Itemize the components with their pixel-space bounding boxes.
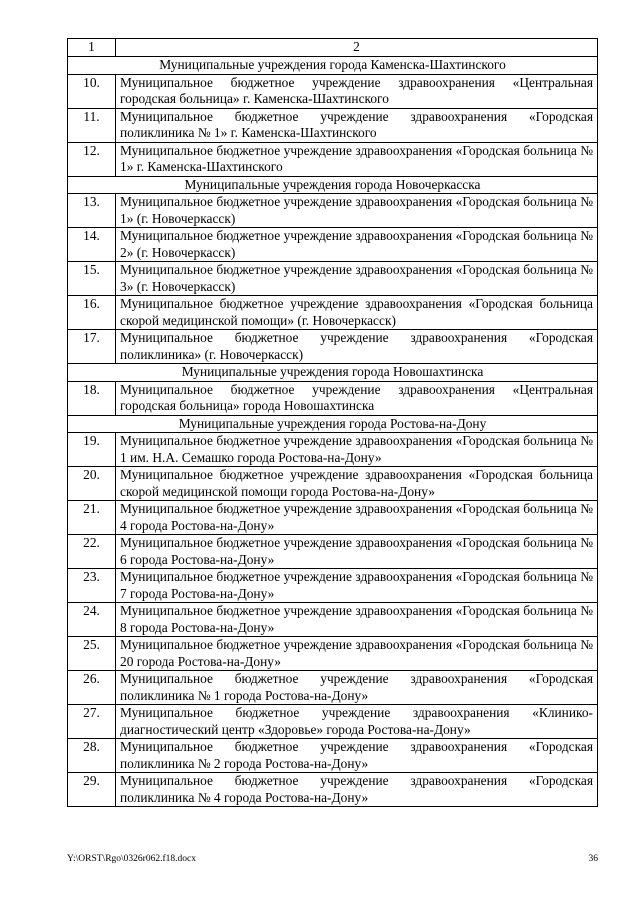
table-row bbox=[68, 739, 598, 773]
row-number: 18. bbox=[68, 381, 116, 415]
footer-page-number: 36 bbox=[588, 854, 598, 864]
table-row bbox=[68, 705, 598, 739]
row-number: 19. bbox=[68, 433, 116, 467]
table-body bbox=[68, 39, 598, 807]
institution-name: Муниципальное бюджетное учреждение здравоохранения «Центральная городская больница» города Новошахтинска bbox=[116, 381, 598, 415]
row-number: 29. bbox=[68, 773, 116, 807]
row-number: 28. bbox=[68, 739, 116, 773]
institution-name: Муниципальное бюджетное учреждение здравоохранения «Городская больница № 3» (г. Новочеркасск) bbox=[116, 262, 598, 296]
institution-name: Муниципальное бюджетное учреждение здравоохранения «Городская больница № 8 города Ростова-на-Дону» bbox=[116, 603, 598, 637]
header-col-2: 2 bbox=[116, 39, 598, 57]
section-title: Муниципальные учреждения города Новочеркасска bbox=[68, 176, 598, 194]
table-row bbox=[68, 330, 598, 364]
header-col-1: 1 bbox=[68, 39, 116, 57]
table-row bbox=[68, 262, 598, 296]
section-header-row bbox=[68, 176, 598, 194]
row-number: 21. bbox=[68, 501, 116, 535]
row-number: 20. bbox=[68, 467, 116, 501]
institution-name: Муниципальное бюджетное учреждение здравоохранения «Городская больница № 1 им. Н.А. Семашко города Ростова-на-Дону» bbox=[116, 433, 598, 467]
institution-name: Муниципальное бюджетное учреждение здравоохранения «Городская больница № 1» (г. Новочеркасск) bbox=[116, 194, 598, 228]
section-header-row bbox=[68, 57, 598, 75]
table-row bbox=[68, 74, 598, 108]
institutions-table bbox=[67, 38, 598, 807]
row-number: 17. bbox=[68, 330, 116, 364]
table-row bbox=[68, 142, 598, 176]
institution-name: Муниципальное бюджетное учреждение здравоохранения «Городская больница скорой медицинской помощи города Ростова-на-Дону» bbox=[116, 467, 598, 501]
institution-name: Муниципальное бюджетное учреждение здравоохранения «Городская больница № 20 города Ростова-на-Дону» bbox=[116, 637, 598, 671]
table-row bbox=[68, 569, 598, 603]
section-header-row bbox=[68, 415, 598, 433]
section-title: Муниципальные учреждения города Каменска-Шахтинского bbox=[68, 57, 598, 75]
footer-file-path: Y:\ORST\Rgo\0326r062.f18.docx bbox=[67, 854, 196, 864]
institution-name: Муниципальное бюджетное учреждение здравоохранения «Городская поликлиника № 1» г. Каменска-Шахтинского bbox=[116, 108, 598, 142]
table-row bbox=[68, 773, 598, 807]
institution-name: Муниципальное бюджетное учреждение здравоохранения «Городская поликлиника» (г. Новочеркасск) bbox=[116, 330, 598, 364]
section-header-row bbox=[68, 364, 598, 382]
row-number: 13. bbox=[68, 194, 116, 228]
institution-name: Муниципальное бюджетное учреждение здравоохранения «Городская больница № 4 города Ростова-на-Дону» bbox=[116, 501, 598, 535]
institution-name: Муниципальное бюджетное учреждение здравоохранения «Городская больница скорой медицинской помощи» (г. Новочеркасск) bbox=[116, 296, 598, 330]
row-number: 11. bbox=[68, 108, 116, 142]
table-row bbox=[68, 535, 598, 569]
row-number: 14. bbox=[68, 228, 116, 262]
row-number: 22. bbox=[68, 535, 116, 569]
table-row bbox=[68, 228, 598, 262]
row-number: 16. bbox=[68, 296, 116, 330]
table-row bbox=[68, 296, 598, 330]
row-number: 15. bbox=[68, 262, 116, 296]
institution-name: Муниципальное бюджетное учреждение здравоохранения «Клинико-диагностический центр «Здоровье» города Ростова-на-Дону» bbox=[116, 705, 598, 739]
table-row bbox=[68, 433, 598, 467]
row-number: 25. bbox=[68, 637, 116, 671]
institution-name: Муниципальное бюджетное учреждение здравоохранения «Городская поликлиника № 2 города Ростова-на-Дону» bbox=[116, 739, 598, 773]
institution-name: Муниципальное бюджетное учреждение здравоохранения «Городская поликлиника № 1 города Ростова-на-Дону» bbox=[116, 671, 598, 705]
section-title: Муниципальные учреждения города Ростова-на-Дону bbox=[68, 415, 598, 433]
table-row bbox=[68, 603, 598, 637]
table-row bbox=[68, 381, 598, 415]
institution-name: Муниципальное бюджетное учреждение здравоохранения «Центральная городская больница» г. Каменска-Шахтинского bbox=[116, 74, 598, 108]
institution-name: Муниципальное бюджетное учреждение здравоохранения «Городская поликлиника № 4 города Ростова-на-Дону» bbox=[116, 773, 598, 807]
institution-name: Муниципальное бюджетное учреждение здравоохранения «Городская больница № 6 города Ростова-на-Дону» bbox=[116, 535, 598, 569]
row-number: 27. bbox=[68, 705, 116, 739]
row-number: 26. bbox=[68, 671, 116, 705]
table-row bbox=[68, 467, 598, 501]
section-title: Муниципальные учреждения города Новошахтинска bbox=[68, 364, 598, 382]
row-number: 12. bbox=[68, 142, 116, 176]
table-row bbox=[68, 194, 598, 228]
institution-name: Муниципальное бюджетное учреждение здравоохранения «Городская больница № 1» г. Каменска-Шахтинского bbox=[116, 142, 598, 176]
institution-name: Муниципальное бюджетное учреждение здравоохранения «Городская больница № 7 города Ростова-на-Дону» bbox=[116, 569, 598, 603]
row-number: 23. bbox=[68, 569, 116, 603]
table-row bbox=[68, 501, 598, 535]
table-row bbox=[68, 637, 598, 671]
table-row bbox=[68, 671, 598, 705]
row-number: 10. bbox=[68, 74, 116, 108]
row-number: 24. bbox=[68, 603, 116, 637]
institution-name: Муниципальное бюджетное учреждение здравоохранения «Городская больница № 2» (г. Новочеркасск) bbox=[116, 228, 598, 262]
table-header-row bbox=[68, 39, 598, 57]
table-row bbox=[68, 108, 598, 142]
